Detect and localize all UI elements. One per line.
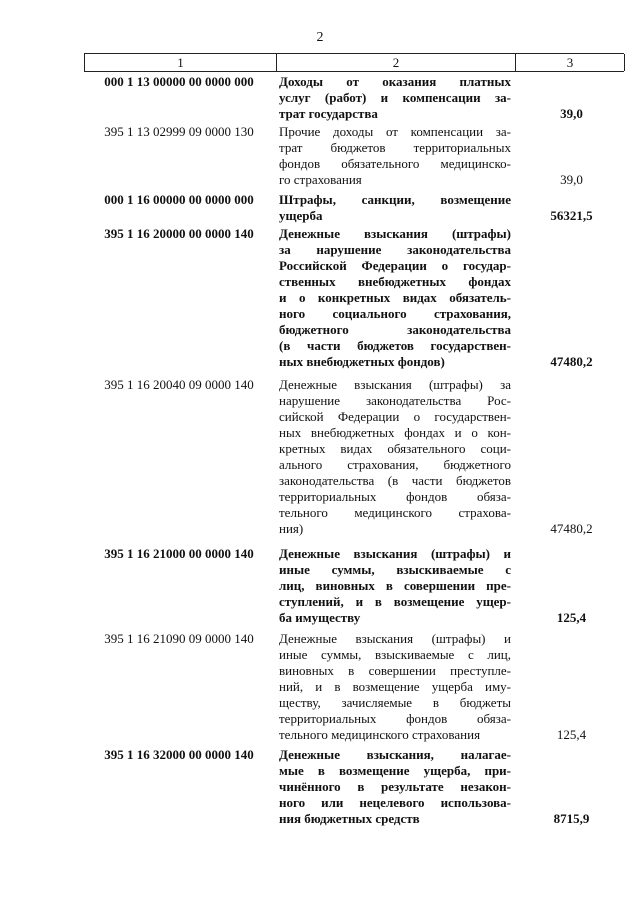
- budget-code: 000 1 13 00000 00 0000 000: [104, 74, 254, 89]
- description-line: лиц, виновных в совершении пре-: [279, 578, 511, 593]
- description-line: Денежные взыскания, налагае-: [279, 747, 511, 762]
- amount-value: 47480,2: [550, 521, 593, 536]
- income-description: [279, 192, 511, 224]
- description-line: мые в возмещение ущерба, при-: [279, 763, 511, 778]
- description-line: ного или нецелевого использова-: [279, 795, 511, 810]
- description-line: чинённого в результате незакон-: [279, 779, 511, 794]
- description-line: тельного медицинского страхова-: [279, 505, 511, 520]
- income-description: [279, 546, 511, 626]
- description-line: ных внебюджетных фондах и о кон-: [279, 425, 511, 440]
- amount-value: 39,0: [560, 172, 583, 187]
- amount-value: 125,4: [556, 610, 587, 625]
- description-line: нарушение законодательства Рос-: [279, 393, 511, 408]
- budget-code: 395 1 13 02999 09 0000 130: [104, 124, 254, 139]
- description-line: иные суммы, взыскиваемые с: [279, 562, 511, 577]
- description-line: ного социального страхования,: [279, 306, 511, 321]
- description-line: ществу, зачисляемые в бюджеты: [279, 695, 511, 710]
- amount-value: 56321,5: [550, 208, 593, 223]
- description-line: ний, и в возмещение ущерба иму-: [279, 679, 511, 694]
- description-line: виновных в совершении преступле-: [279, 663, 511, 678]
- description-line: ступлений, и в возмещение ущер-: [279, 594, 511, 609]
- description-line: (в части бюджетов государствен-: [279, 338, 511, 353]
- description-line: Денежные взыскания (штрафы): [279, 226, 511, 241]
- income-description: [279, 226, 511, 370]
- description-line: го страхования: [279, 172, 362, 187]
- description-line: Российской Федерации о государ-: [279, 258, 511, 273]
- description-line: ущерба: [279, 208, 323, 223]
- budget-code: 395 1 16 21090 09 0000 140: [104, 631, 254, 646]
- budget-code: 000 1 16 00000 00 0000 000: [104, 192, 254, 207]
- description-line: ба имуществу: [279, 610, 361, 625]
- description-line: бюджетного законодательства: [279, 322, 511, 337]
- amount-value: 39,0: [560, 106, 583, 121]
- description-line: трат государства: [279, 106, 378, 121]
- table-header-col-3: 3: [515, 54, 625, 71]
- description-line: сийской Федерации о государствен-: [279, 409, 511, 424]
- description-line: кретных видах обязательного соци-: [279, 441, 511, 456]
- amount-value: 8715,9: [553, 811, 590, 826]
- budget-code: 395 1 16 20000 00 0000 140: [104, 226, 254, 241]
- table-header-row: [84, 53, 624, 72]
- description-line: ния бюджетных средств: [279, 811, 420, 826]
- description-line: территориальных фондов обяза-: [279, 711, 511, 726]
- description-line: и о конкретных видах обязатель-: [279, 290, 511, 305]
- description-line: ных внебюджетных фондов): [279, 354, 445, 369]
- table-header-col-2: 2: [276, 54, 515, 71]
- description-line: ственных внебюджетных фондах: [279, 274, 511, 289]
- description-line: ния): [279, 521, 304, 536]
- description-line: законодательства (в части бюджетов: [279, 473, 511, 488]
- page-number: 2: [316, 30, 324, 45]
- description-line: Штрафы, санкции, возмещение: [279, 192, 511, 207]
- income-description: [279, 377, 511, 537]
- description-line: территориальных фондов обяза-: [279, 489, 511, 504]
- description-line: за нарушение законодательства: [279, 242, 511, 257]
- amount-value: 47480,2: [550, 354, 593, 369]
- income-description: [279, 124, 511, 188]
- description-line: Прочие доходы от компенсации за-: [279, 124, 511, 139]
- description-line: Денежные взыскания (штрафы) за: [279, 377, 511, 392]
- budget-code: 395 1 16 32000 00 0000 140: [104, 747, 254, 762]
- description-line: иные суммы, взыскиваемые с лиц,: [279, 647, 511, 662]
- income-description: [279, 631, 511, 743]
- description-line: Денежные взыскания (штрафы) и: [279, 631, 511, 646]
- budget-code: 395 1 16 20040 09 0000 140: [104, 377, 254, 392]
- description-line: фондов обязательного медицинско-: [279, 156, 511, 171]
- income-description: [279, 74, 511, 122]
- description-line: Денежные взыскания (штрафы) и: [279, 546, 511, 561]
- income-description: [279, 747, 511, 827]
- budget-code: 395 1 16 21000 00 0000 140: [104, 546, 254, 561]
- description-line: тельного медицинского страхования: [279, 727, 481, 742]
- description-line: трат бюджетов территориальных: [279, 140, 511, 155]
- table-header-col-1: 1: [84, 54, 276, 71]
- description-line: ального страхования, бюджетного: [279, 457, 511, 472]
- description-line: услуг (работ) и компенсации за-: [279, 90, 511, 105]
- amount-value: 125,4: [556, 727, 587, 742]
- description-line: Доходы от оказания платных: [279, 74, 511, 89]
